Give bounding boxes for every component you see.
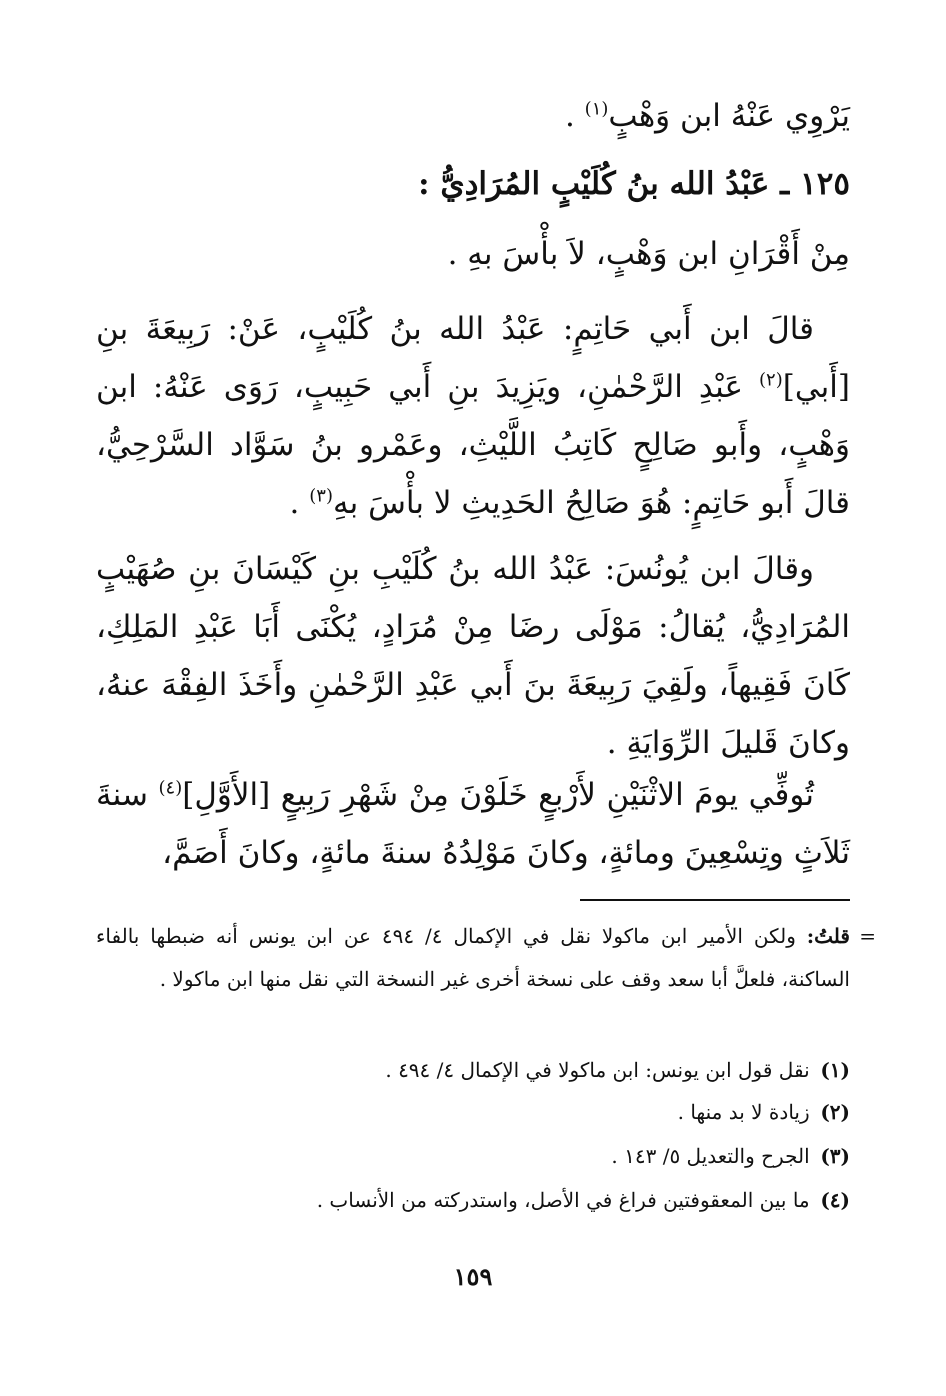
footnote-text: نقل قول ابن يونس: ابن ماكولا في الإكمال ٤/ ٤٩٤ . (385, 1058, 810, 1082)
text-line-1 (96, 98, 850, 134)
footnote-1 (96, 1058, 850, 1082)
entry-heading: ١٢٥ ـ عَبْدُ الله بنُ كُلَيْبٍ المُرَادِيُّ : (418, 166, 850, 202)
paragraph-ibn-yunus: وقالَ ابن يُونُسَ: عَبْدُ الله بنُ كُلَيْبِ بنِ كَيْسَانَ بنِ صُهَيْبٍ المُرَادِيُّ، يُقالُ: مَوْلَى رضَا مِنْ مُرَادٍ، يُكْنَى أَبَا عَبْدِ المَلِكِ، كَانَ فَقِيهاً، ولَقِيَ رَبِيعَةَ بنَ أَبي عَبْدِ الرَّحْمٰنِ وأَخَذَ الفِقْهَ عنهُ، وكانَ قَليلَ الرِّوَايَةِ . (96, 551, 850, 761)
page-number: ١٥٩ (453, 1262, 493, 1291)
footnote-text: الجرح والتعديل ٥/ ١٤٣ . (611, 1144, 810, 1168)
footnote-number: (٢) (820, 1100, 850, 1124)
paragraph-abi-hatim (96, 300, 850, 532)
footnote-ref-2: (٢) (758, 369, 783, 391)
continuation-lead: قلتُ: (806, 924, 850, 948)
continuation-text: ولكن الأمير ابن ماكولا نقل في الإكمال ٤/ ٤٩٤ عن ابن يونس أنه ضبطها بالفاء الساكنة، فلعلَّ أبا سعد وقف على نسخة أخرى غير النسخة التي نقل منها ابن ماكولا . (96, 924, 850, 991)
paragraph-death (96, 766, 850, 882)
footnote-number: (٣) (820, 1144, 850, 1168)
paragraph-1-part-b: عَبْدِ الرَّحْمٰنِ، ويَزِيدَ بنِ أَبي حَبِيبٍ، رَوَى عَنْهُ: ابن وَهْبٍ، وأَبو صَالِحٍ كَاتِبُ اللَّيْثِ، وعَمْرو بنُ سَوَّاد السَّرْحِيُّ، قالَ أَبو حَاتِمٍ: هُوَ صَالِحُ الحَدِيثِ لا بأْسَ بهِ (96, 369, 850, 521)
entry-description: مِنْ أَقْرَانِ ابن وَهْبٍ، لاَ بأْسَ بهِ . (447, 236, 850, 272)
line-1-text: يَرْوِي عَنْهُ ابن وَهْبٍ (608, 98, 850, 134)
footnote-text: زيادة لا بد منها . (677, 1100, 810, 1124)
footnote-separator (580, 899, 850, 901)
footnote-continuation (96, 915, 876, 1001)
paragraph-3-part-b: سنةَ ثَلاَثٍ وتِسْعِينَ ومائةٍ، وكانَ مَوْلِدُهُ سنةَ مائةٍ، وكانَ أَصَمَّ، (96, 777, 850, 871)
footnote-2 (96, 1100, 850, 1124)
footnote-number: (١) (820, 1058, 850, 1082)
footnote-ref-3: (٣) (309, 485, 333, 507)
continuation-mark: = (859, 924, 876, 948)
footnote-number: (٤) (820, 1188, 850, 1212)
paragraph-1-part-a: قالَ ابن أَبي حَاتِمٍ: عَبْدُ الله بنُ كُلَيْبٍ، عَنْ: رَبِيعَةَ بنِ [أَبي] (96, 311, 850, 405)
footnote-ref-1: (١) (584, 98, 609, 120)
footnote-4 (96, 1188, 850, 1212)
footnote-text: ما بين المعقوفتين فراغ في الأصل، واستدركته من الأنساب . (316, 1188, 810, 1212)
line-1-end: . (564, 98, 585, 134)
footnote-3 (96, 1144, 850, 1168)
paragraph-1-end: . (289, 485, 310, 521)
footnote-ref-4: (٤) (158, 777, 183, 799)
paragraph-3-part-a: تُوفِّي يومَ الاثْنَيْنِ لأَرْبعٍ خَلَوْنَ مِنْ شَهْرِ رَبِيعٍ [الأَوَّلِ] (182, 777, 814, 813)
